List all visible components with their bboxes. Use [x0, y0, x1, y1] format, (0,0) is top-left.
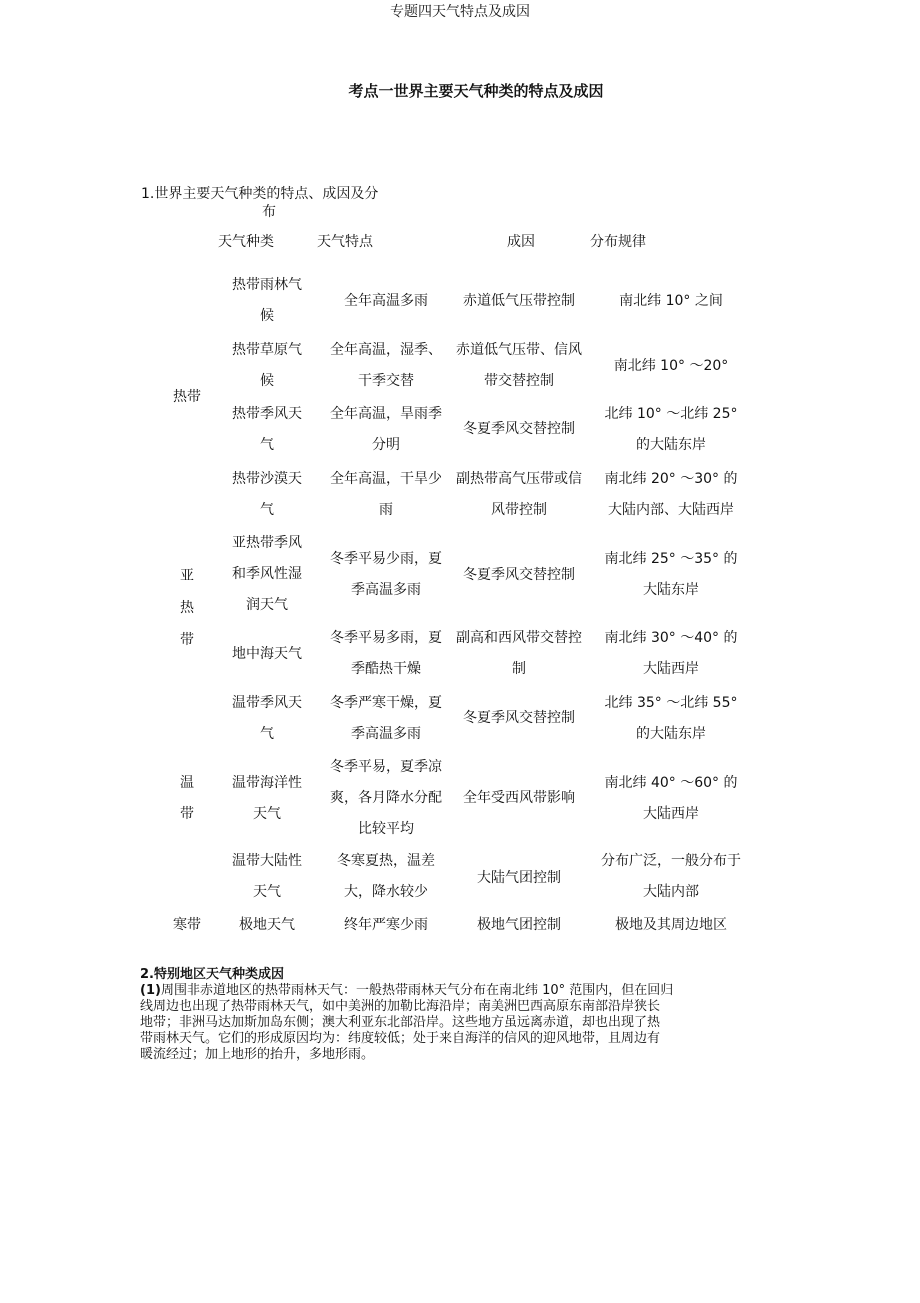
row-4-type: 热带沙漠天气	[232, 471, 302, 518]
zone-frigid: 寒带	[173, 917, 201, 933]
row-2-cause: 赤道低气压带、信风带交替控制	[456, 342, 582, 389]
row-10-type: 极地天气	[239, 917, 295, 933]
row-10-cause: 极地气团控制	[477, 917, 561, 933]
section1-heading	[141, 185, 379, 220]
row-6-type: 地中海天气	[232, 646, 302, 662]
row-7-feature: 冬季严寒干燥，夏季高温多雨	[330, 695, 442, 742]
row-2-type: 热带草原气候	[232, 342, 302, 389]
row-10-feature: 终年严寒少雨	[344, 917, 428, 933]
section1-heading-line2: 布	[262, 204, 276, 220]
row-7-cause: 冬夏季风交替控制	[463, 710, 575, 726]
row-4-cause: 副热带高气压带或信风带控制	[456, 471, 582, 518]
zone-temperate-char-1: 温	[180, 775, 194, 791]
row-8-feature: 冬季平易，夏季凉爽，各月降水分配比较平均	[330, 759, 442, 837]
row-5-type: 亚热带季风和季风性湿润天气	[232, 535, 302, 613]
section2-paragraph-line-1	[140, 983, 730, 999]
section2-paragraph-line-3: 地带；非洲马达加斯加岛东侧；澳大利亚东北部沿岸。这些地方虽远离赤道，却也出现了热	[140, 1015, 661, 1030]
zone-subtropical	[170, 560, 204, 656]
row-6-feature: 冬季平易多雨，夏季酷热干燥	[330, 630, 442, 677]
row-3-cause: 冬夏季风交替控制	[463, 421, 575, 437]
row-3-feature: 全年高温，旱雨季分明	[330, 406, 442, 453]
zone-subtropical-char-1: 亚	[180, 568, 194, 584]
header-weather-type: 天气种类	[218, 234, 274, 250]
row-1-type: 热带雨林气候	[232, 277, 302, 324]
row-2-distribution: 南北纬 10° ～20°	[613, 358, 729, 374]
section2	[140, 967, 730, 1063]
header-weather-feature: 天气特点	[317, 234, 373, 250]
header-cause: 成因	[507, 234, 535, 250]
paragraph-line-1-text: 周围非赤道地区的热带雨林天气：一般热带雨林天气分布在南北纬 10° 范围内，但在回归	[160, 983, 674, 998]
row-5-cause: 冬夏季风交替控制	[463, 567, 575, 583]
row-9-distribution: 分布广泛，一般分布于大陆内部	[601, 853, 741, 900]
row-9-cause: 大陆气团控制	[477, 870, 561, 886]
row-4-distribution: 南北纬 20° ～30° 的大陆内部、大陆西岸	[604, 471, 738, 518]
section2-paragraph-line-4: 带雨林天气。它们的形成原因均为：纬度较低；处于来自海洋的信风的迎风地带，且周边有	[140, 1031, 661, 1046]
page-title: 考点一世界主要天气种类的特点及成因	[348, 82, 604, 100]
section2-paragraph-line-5: 暖流经过；加上地形的抬升，多地形雨。	[140, 1047, 375, 1062]
zone-subtropical-char-3: 带	[180, 632, 194, 648]
row-8-cause: 全年受西风带影响	[463, 790, 575, 806]
section1-heading-line1: 1.世界主要天气种类的特点、成因及分	[141, 186, 379, 202]
zone-temperate-char-2: 带	[180, 806, 194, 822]
row-9-type: 温带大陆性天气	[232, 853, 302, 900]
row-2-feature: 全年高温，湿季、干季交替	[330, 342, 442, 389]
row-1-distribution: 南北纬 10° 之间	[619, 293, 723, 309]
row-5-feature: 冬季平易少雨，夏季高温多雨	[330, 551, 442, 598]
row-4-feature: 全年高温，干旱少雨	[330, 471, 442, 518]
row-8-distribution: 南北纬 40° ～60° 的大陆西岸	[604, 775, 738, 822]
row-8-type: 温带海洋性天气	[232, 775, 302, 822]
row-7-distribution: 北纬 35° ～北纬 55° 的大陆东岸	[604, 695, 738, 742]
document-header: 专题四天气特点及成因	[390, 4, 530, 20]
paragraph-label: (1)	[140, 983, 161, 998]
header-distribution: 分布规律	[590, 234, 646, 250]
zone-tropical: 热带	[173, 389, 201, 405]
row-7-type: 温带季风天气	[232, 695, 302, 742]
row-6-distribution: 南北纬 30° ～40° 的大陆西岸	[604, 630, 738, 677]
row-5-distribution: 南北纬 25° ～35° 的大陆东岸	[604, 551, 738, 598]
row-6-cause: 副高和西风带交替控制	[456, 630, 582, 677]
section2-heading: 2.特别地区天气种类成因	[140, 967, 284, 982]
row-3-type: 热带季风天气	[232, 406, 302, 453]
zone-temperate	[170, 768, 204, 830]
row-10-distribution: 极地及其周边地区	[615, 917, 727, 933]
row-1-feature: 全年高温多雨	[344, 293, 428, 309]
row-3-distribution: 北纬 10° ～北纬 25° 的大陆东岸	[604, 406, 738, 453]
zone-subtropical-char-2: 热	[180, 600, 194, 616]
row-1-cause: 赤道低气压带控制	[463, 293, 575, 309]
section2-paragraph-line-2: 线周边也出现了热带雨林天气，如中美洲的加勒比海沿岸；南美洲巴西高原东南部沿岸狭长	[140, 999, 661, 1014]
row-9-feature: 冬寒夏热，温差大，降水较少	[337, 853, 435, 900]
